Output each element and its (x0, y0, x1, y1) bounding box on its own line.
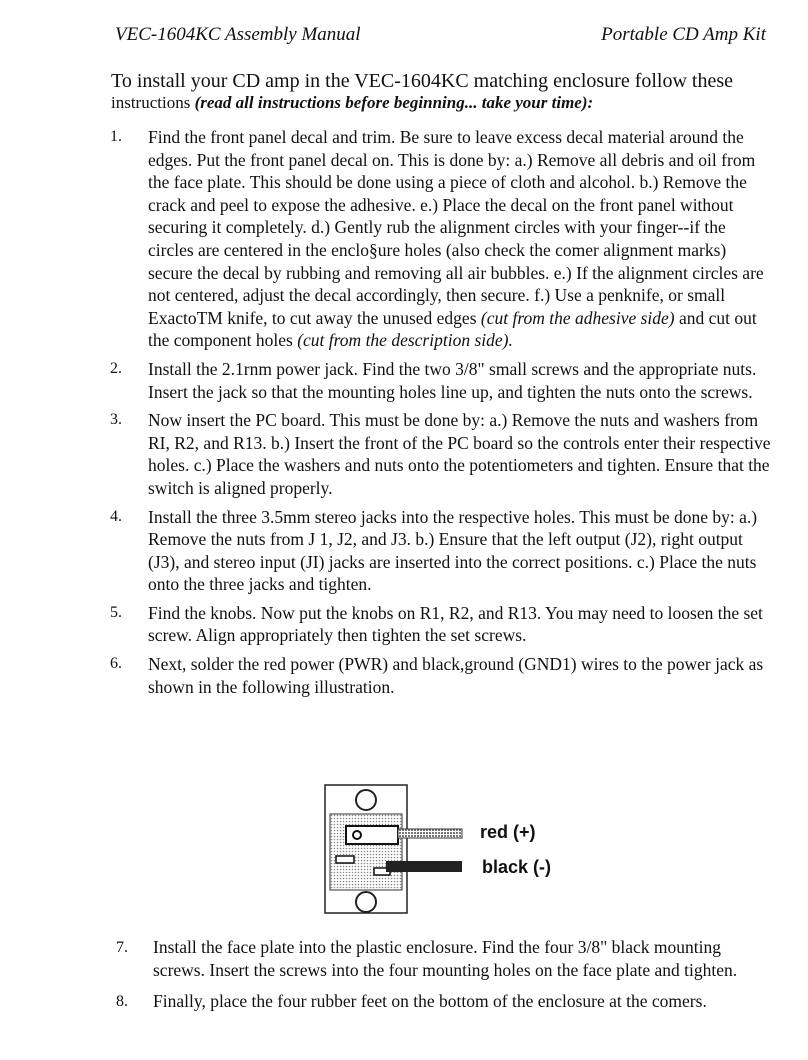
step-text: Find the front panel decal and trim. Be sure to leave excess decal material around the edges. Put the front panel decal on. This is done by: a.) Remove all debris and oil from the face plate. This should be done using a piece of cloth and alcohol. b.) Remove the crack and peel to expose the adhesive. e.) Place the decal on the front panel without securing it completely. d.) Gently rub the alignment circles with your finger--if the circles are centered in the enclo§ure holes (also check the comer alignment marks) secure the decal by rubbing and removing all air bubbles. e.) If the alignment circles are not centered, adjust the decal accordingly, then secure. f.) Use a penknife, or small ExactoTM knife, to cut away the unused edges (148, 127, 764, 328)
top-mounting-hole (356, 790, 376, 810)
step-number: 4. (110, 507, 122, 525)
page-header (115, 24, 766, 50)
black-wire (386, 861, 462, 872)
step-text: Find the knobs. Now put the knobs on R1, R2, and R13. You may need to loosen the set screw. Align appropriately then tighten the set screws. (148, 602, 763, 646)
step-text: Install the three 3.5mm stereo jacks into the respective holes. This must be done by: a.) Remove the nuts from J 1, J2, and J3. b.) Ensure that the left output (J2), right output (J3), and stereo input (JI) jacks are inserted into the correct positions. c.) Place the nuts onto the three jacks and tighten. (148, 506, 758, 595)
step-text: Next, solder the red power (PWR) and black,ground (GND1) wires to the power jack as shown in the following illustration. (148, 654, 764, 697)
step-note: (cut from the description side). (297, 330, 513, 351)
step-note: (cut from the adhesive side) (480, 307, 675, 328)
intro-emphasis: (read all instructions before beginning... take your time): (194, 93, 594, 112)
step-number: 1. (110, 128, 122, 145)
step-7 (116, 936, 776, 982)
label-red: red (+) (480, 822, 536, 842)
step-number: 6. (110, 655, 122, 673)
step-text: Now insert the PC board. This must be done by: a.) Remove the nuts and washers from RI, R2, and R13. b.) Insert the front of the PC board so the controls enter their respective holes. c.) Place the washers and nuts onto the potentiometers and tighten. Ensure that the switch is aligned properly. (148, 410, 771, 498)
intro-paragraph (111, 70, 771, 114)
power-jack-illustration (324, 784, 574, 916)
step-text: Install the 2.1rnm power jack. Find the two 3/8" small screws and the appropriate nuts. Insert the jack so that the mounting holes line up, and tighten the nuts onto the screws. (148, 358, 757, 402)
step-1 (110, 126, 774, 352)
label-black: black (-) (482, 857, 552, 877)
center-pin (353, 831, 361, 839)
step-text-mid: and cut out the component holes (148, 307, 757, 351)
step-8 (116, 990, 776, 1013)
step-number: 7. (116, 939, 128, 956)
intro-prefix: instructions (111, 93, 195, 112)
step-number: 3. (110, 411, 122, 429)
step-5 (110, 602, 774, 647)
step-4 (110, 506, 774, 596)
step-6 (110, 653, 774, 698)
step-text: Finally, place the four rubber feet on the bottom of the enclosure at the comers. (153, 991, 707, 1011)
step-number: 2. (110, 359, 122, 377)
intro-line-1: To install your CD amp in the VEC-1604KC matching enclosure follow these (111, 70, 734, 92)
header-manual-title: VEC-1604KC Assembly Manual (115, 24, 361, 45)
instruction-list (110, 126, 774, 704)
header-kit-title: Portable CD Amp Kit (601, 24, 766, 45)
intro-line-2 (111, 92, 771, 114)
red-wire (398, 829, 462, 838)
bottom-mounting-hole (356, 892, 376, 912)
instruction-list-continued (116, 936, 776, 1021)
step-number: 8. (116, 993, 128, 1010)
ground-tab-left (336, 856, 354, 863)
step-text: Install the face plate into the plastic enclosure. Find the four 3/8" black mounting screws. Insert the screws into the four mounting holes on the face plate and tighten. (153, 937, 738, 980)
step-2 (110, 358, 774, 403)
step-number: 5. (110, 603, 122, 621)
step-3 (110, 409, 774, 499)
